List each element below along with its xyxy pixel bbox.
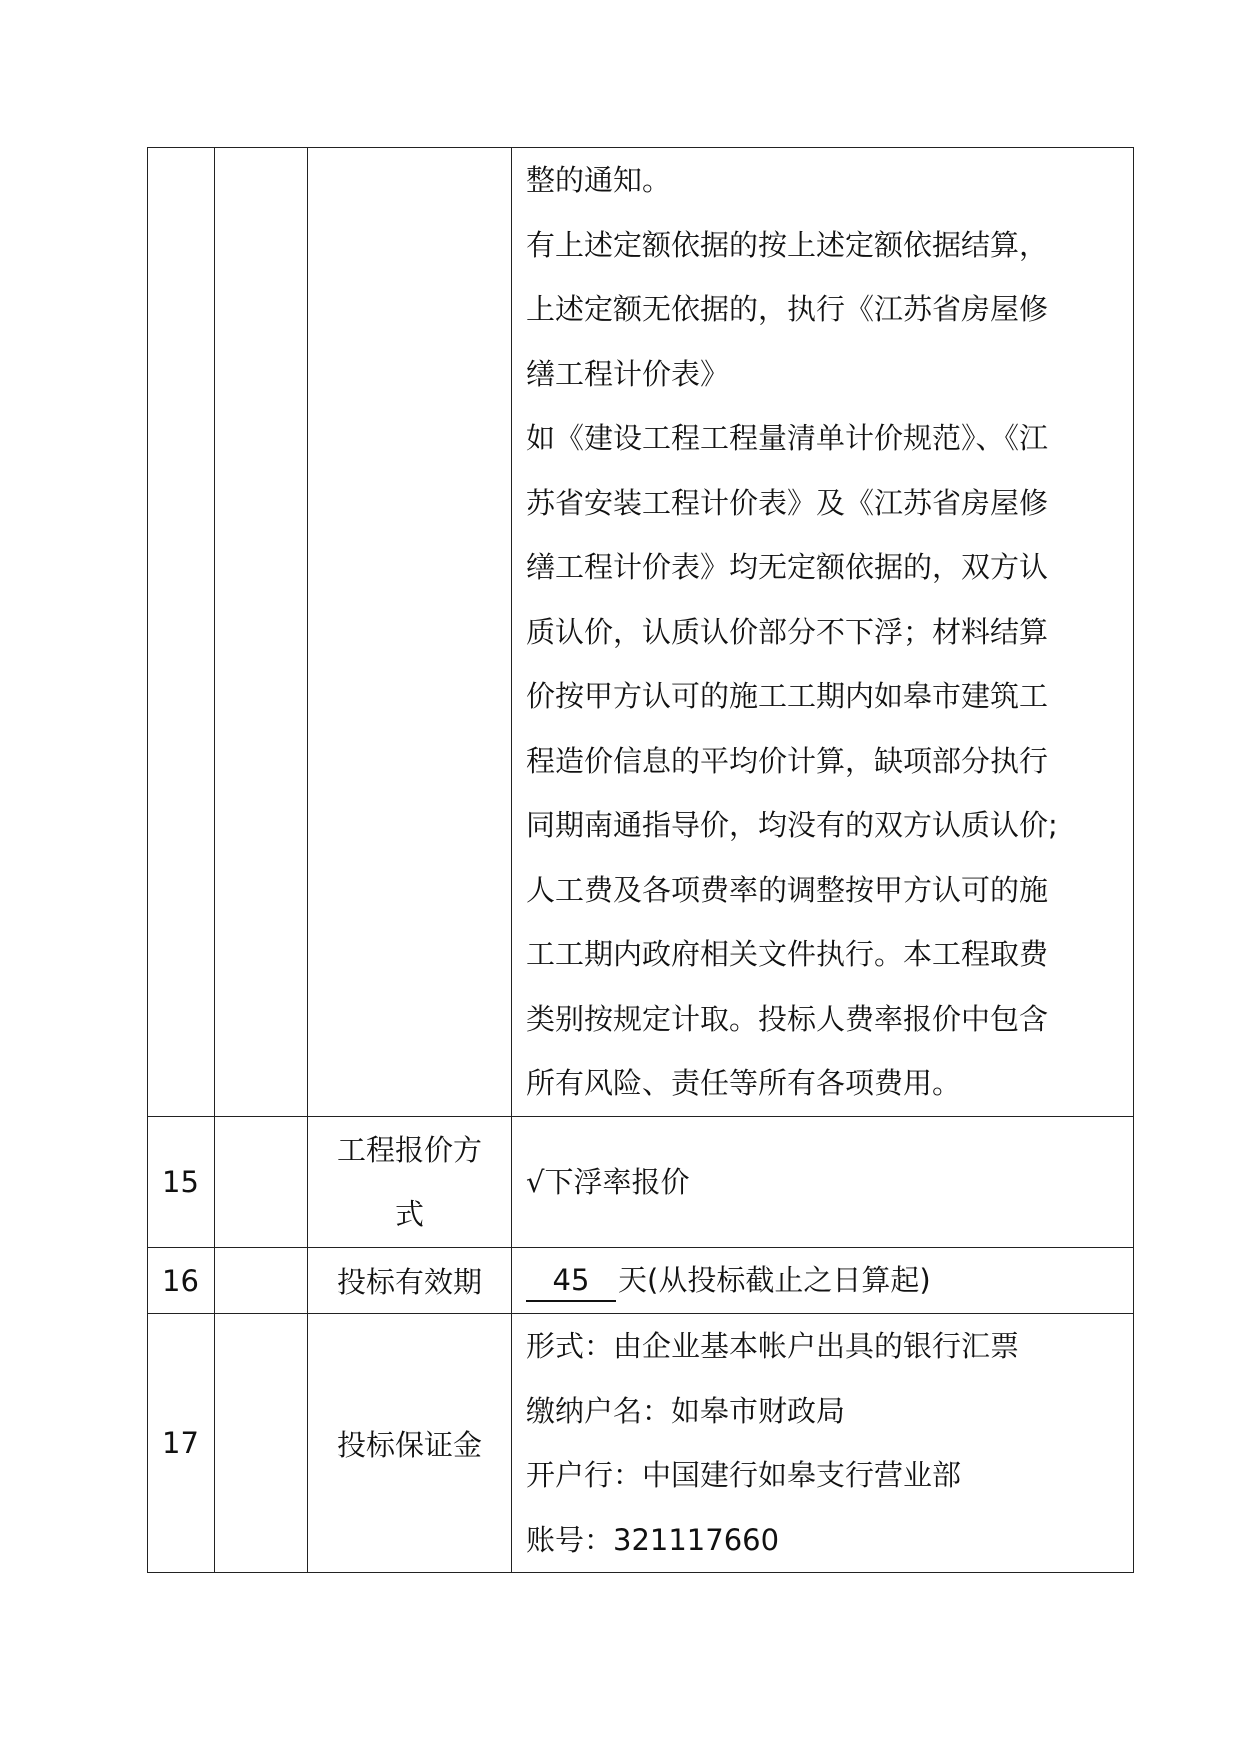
text-line: 工工期内政府相关文件执行。本工程取费 (526, 937, 1049, 972)
number-cell (148, 148, 215, 1117)
text-line: 缮工程计价表》均无定额依据的，双方认 (526, 550, 1049, 585)
table-row-17 (148, 1314, 1134, 1573)
content-cell (512, 1117, 1134, 1248)
deposit-bank: 开户行：中国建行如皋支行营业部 (526, 1458, 962, 1492)
text-line: 如《建设工程工程量清单计价规范》、《江 (526, 421, 1049, 456)
text-line: 整的通知。 (526, 163, 672, 198)
quote-method: √下浮率报价 (526, 1164, 690, 1199)
row-label-line: 式 (394, 1197, 424, 1231)
text-line: 苏省安装工程计价表》及《江苏省房屋修 (526, 485, 1049, 520)
row-label: 投标保证金 (308, 1314, 512, 1573)
text-line: 同期南通指导价，均没有的双方认质认价; (526, 808, 1058, 843)
text-line: 所有风险、责任等所有各项费用。 (526, 1066, 962, 1101)
row-label: 投标有效期 (308, 1248, 512, 1314)
text-line: 程造价信息的平均价计算，缺项部分执行 (526, 743, 1049, 778)
deposit-account-name: 缴纳户名：如皋市财政局 (526, 1393, 846, 1428)
label-cell (308, 148, 512, 1117)
row-number: 16 (148, 1248, 215, 1314)
row-label (308, 1117, 512, 1248)
text-line: 质认价，认质认价部分不下浮；材料结算 (526, 614, 1049, 649)
table-row-15 (148, 1117, 1134, 1248)
blank-cell (215, 1314, 308, 1573)
deposit-account-number: 账号：321117660 (526, 1522, 780, 1557)
text-line: 缮工程计价表》 (526, 356, 730, 391)
validity-days-value: 45 (526, 1260, 616, 1302)
text-line: 价按甲方认可的施工工期内如皋市建筑工 (526, 679, 1049, 714)
blank-cell (215, 1248, 308, 1314)
blank-cell (215, 1117, 308, 1248)
content-cell (512, 1314, 1134, 1573)
text-line: 类别按规定计取。投标人费率报价中包含 (526, 1001, 1049, 1036)
content-cell (512, 1248, 1134, 1314)
deposit-form: 形式：由企业基本帐户出具的银行汇票 (526, 1329, 1020, 1363)
row-number: 17 (148, 1314, 215, 1573)
bid-info-table (147, 147, 1134, 1573)
text-line: 有上述定额依据的按上述定额依据结算， (526, 227, 1049, 262)
row-label-line: 工程报价方 (336, 1133, 482, 1167)
row-number: 15 (148, 1117, 215, 1248)
validity-days-suffix: 天(从投标截止之日算起) (618, 1263, 931, 1298)
content-cell (512, 148, 1134, 1117)
table-row-continuation (148, 148, 1134, 1117)
blank-cell (215, 148, 308, 1117)
text-line: 上述定额无依据的，执行《江苏省房屋修 (526, 292, 1049, 327)
validity-period (526, 1248, 1125, 1313)
text-line: 人工费及各项费率的调整按甲方认可的施 (526, 872, 1049, 907)
table-row-16 (148, 1248, 1134, 1314)
